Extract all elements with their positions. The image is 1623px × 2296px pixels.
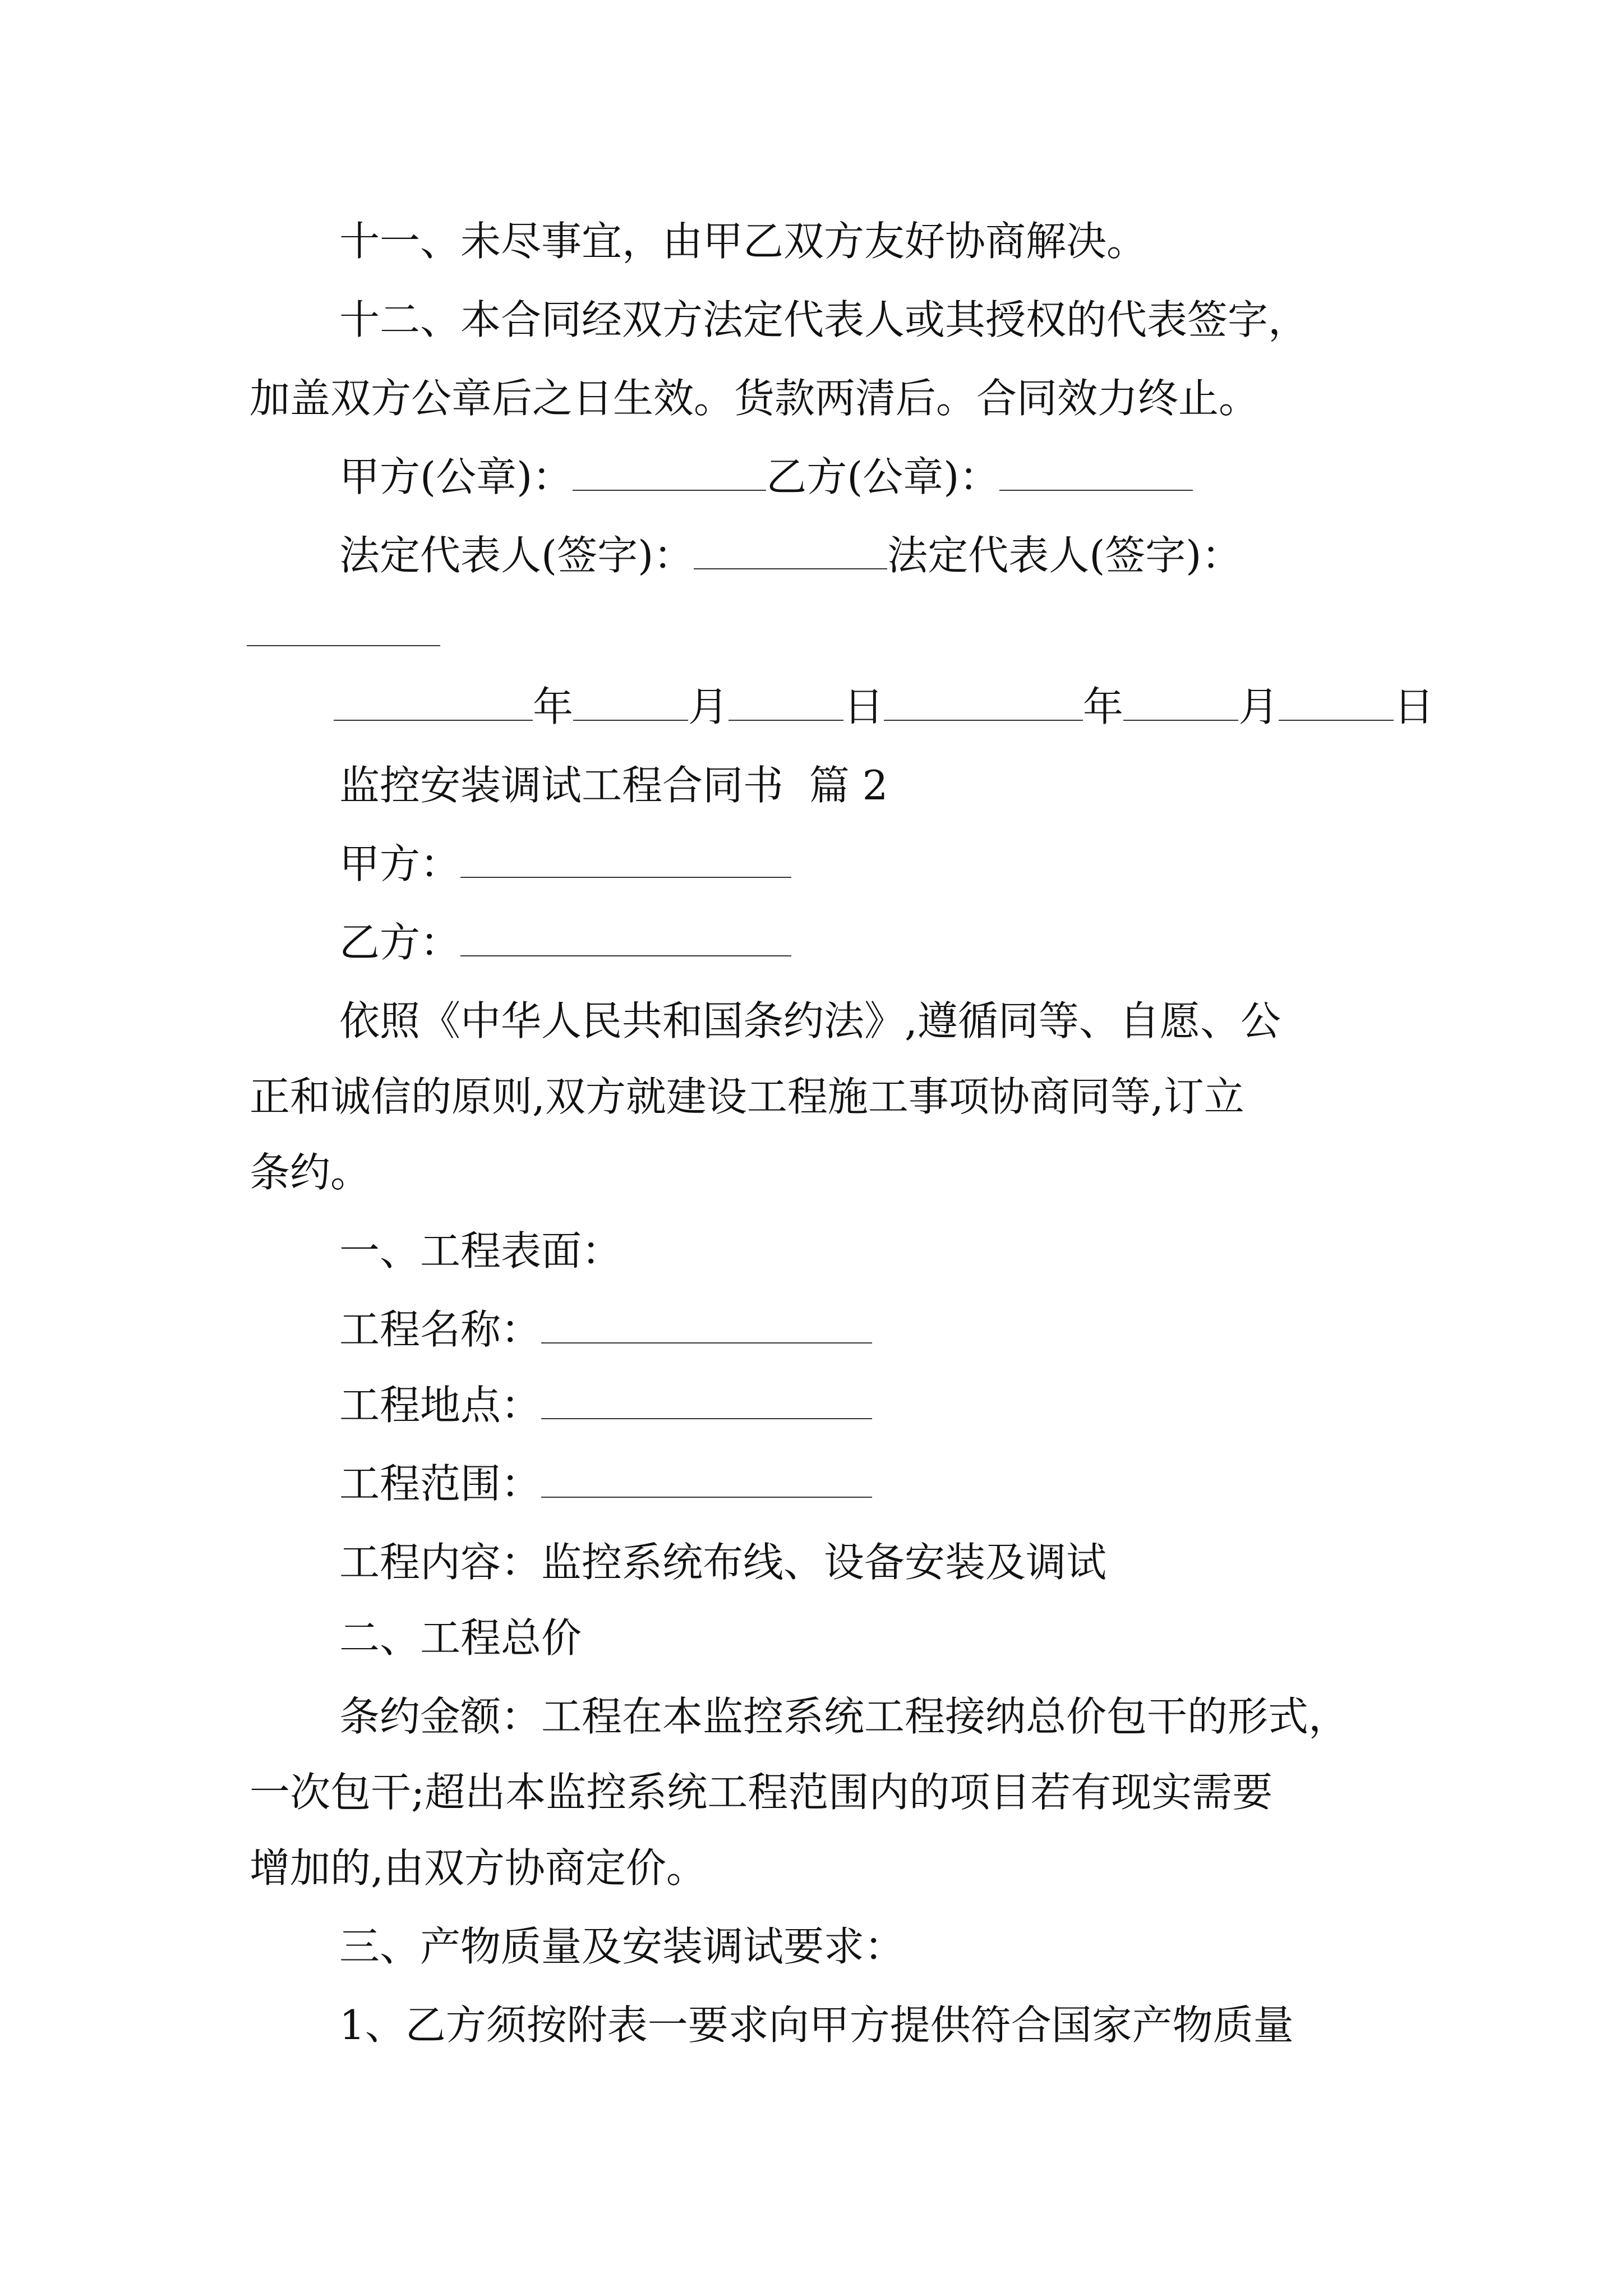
section-title: 监控安装调试工程合同书 篇 2: [339, 762, 888, 809]
price-line2: 一次包干;超出本监控系统工程范围内的项目若有现实需要: [250, 1769, 1273, 1816]
seal-signature-line: [339, 449, 1193, 505]
month-b-blank: [1123, 685, 1238, 721]
project-name-blank: [541, 1308, 872, 1343]
party-a-line: 甲方：: [339, 836, 791, 892]
party-a-rep-label: 法定代表人(签字)：: [339, 532, 694, 579]
clause-11: 十一、未尽事宜，由甲乙双方友好协商解决。: [339, 218, 1147, 265]
party-a-blank: [460, 842, 791, 878]
party-b-seal-blank: [999, 455, 1193, 491]
party-b-blank: [460, 921, 791, 956]
item-1-line: 1、乙方须按附表一要求向甲方提供符合国家产物质量: [339, 2001, 1294, 2049]
party-a-seal-blank: [573, 455, 766, 491]
party-a-seal-label: 甲方(公章)：: [339, 453, 573, 500]
intro-line3: 条约。: [250, 1149, 371, 1196]
date-line: 年 月 日 年 月 日: [334, 679, 1434, 735]
project-scope-blank: [541, 1462, 872, 1498]
project-name-line: 工程名称：: [339, 1301, 872, 1358]
party-b-line: 乙方：: [339, 914, 791, 970]
party-a-rep-blank: [694, 533, 887, 569]
clause-12-line2: 加盖双方公章后之日生效。货款两清后。合同效力终止。: [250, 375, 1260, 422]
section-2-heading: 二、工程总价: [339, 1614, 582, 1662]
clause-12-line1: 十二、本合同经双方法定代表人或其授权的代表签字，: [339, 296, 1309, 343]
day-a-blank: [728, 685, 843, 721]
party-b-seal-label: 乙方(公章)：: [766, 453, 1000, 500]
intro-line2: 正和诚信的原则,双方就建设工程施工事项协商同等,订立: [250, 1073, 1244, 1120]
price-line3: 增加的,由双方协商定价。: [250, 1844, 707, 1892]
price-line1: 条约金额：工程在本监控系统工程接纳总价包干的形式，: [339, 1693, 1349, 1740]
party-b-rep-label: 法定代表人(签字)：: [887, 532, 1242, 579]
representative-signature-line: [339, 527, 1242, 583]
day-b-blank: [1279, 685, 1394, 721]
section-3-heading: 三、产物质量及安装调试要求：: [339, 1923, 905, 1970]
date-a-blank: [334, 685, 533, 721]
intro-line1: 依照《中华人民共和国条约法》,遵循同等、自愿、公: [339, 997, 1281, 1045]
project-site-blank: [541, 1383, 872, 1419]
party-b-rep-blank: [247, 645, 440, 646]
project-scope-line: 工程范围：: [339, 1456, 872, 1512]
month-a-blank: [573, 685, 688, 721]
project-content-line: 工程内容：监控系统布线、设备安装及调试: [339, 1539, 1107, 1586]
project-site-line: 工程地点：: [339, 1377, 872, 1433]
section-1-heading: 一、工程表面：: [339, 1227, 623, 1274]
date-b-blank: [884, 685, 1083, 721]
